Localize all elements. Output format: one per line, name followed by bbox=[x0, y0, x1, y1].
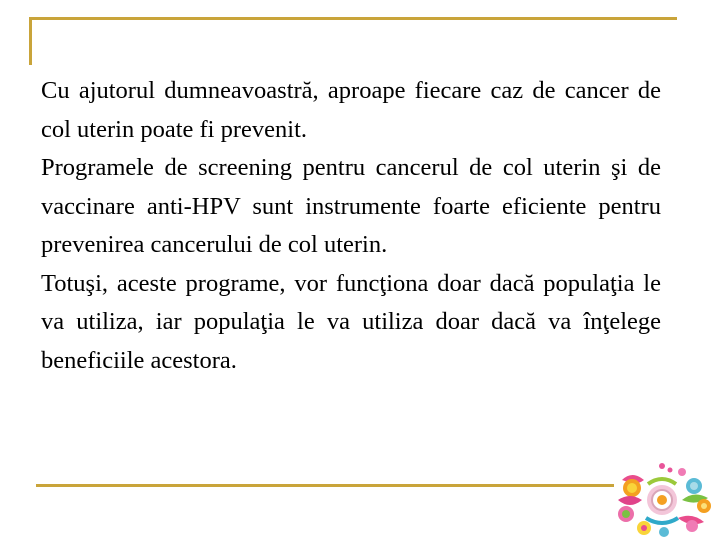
decorative-swirl-flower-icon bbox=[612, 460, 720, 540]
slide-body bbox=[41, 72, 661, 380]
paragraph-2: Programele de screening pentru cancerul de col uterin şi de vaccinare anti-HPV sunt instrumente foarte eficiente pentru prevenirea cancerului de col uterin. bbox=[41, 154, 661, 258]
paragraph-1: Cu ajutorul dumneavoastră, aproape fiecare caz de cancer de col uterin poate fi prevenit. bbox=[41, 77, 661, 143]
top-frame-rule bbox=[29, 17, 677, 20]
bottom-rule bbox=[36, 484, 614, 487]
left-frame-rule bbox=[29, 17, 32, 65]
paragraph-3: Totuşi, aceste programe, vor funcţiona doar dacă populaţia le va utiliza, iar populaţia le va utiliza doar dacă va înţelege beneficiile acestora. bbox=[41, 269, 661, 374]
